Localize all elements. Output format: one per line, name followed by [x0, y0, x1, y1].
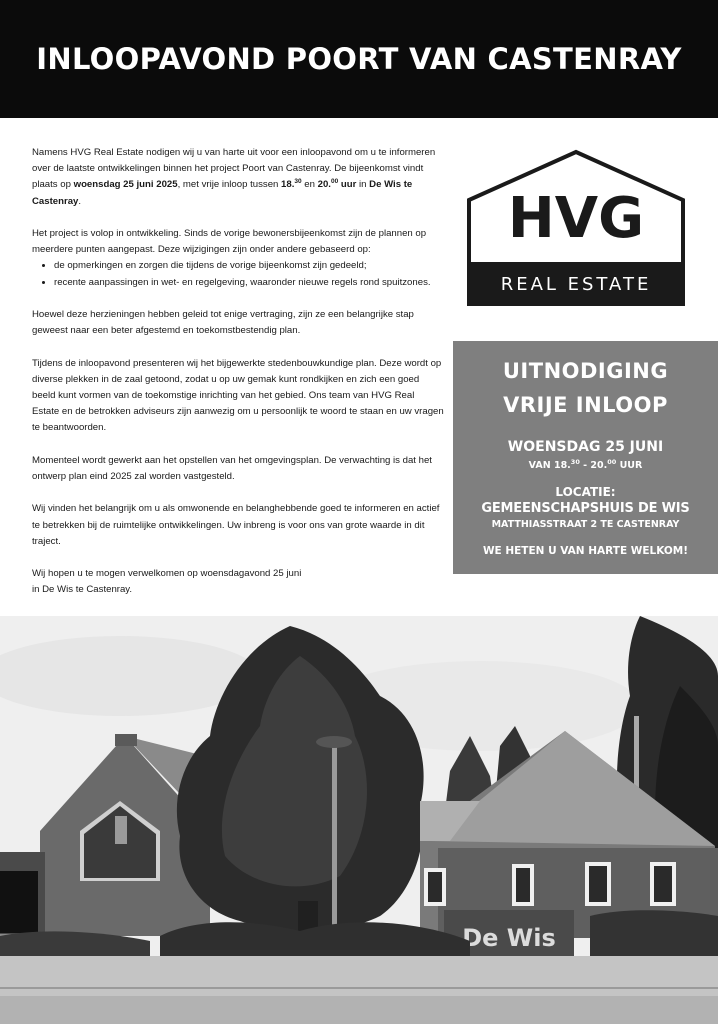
- time-end-minutes: 00: [607, 458, 617, 466]
- intro-text-and: en: [301, 179, 318, 191]
- logo-main-text: HVG: [507, 186, 645, 251]
- presentation-paragraph: Tijdens de inloopavond presenteren wij het bijgewerkte stedenbouwkundige plan. Deze wordt op diverse plekken in de zaal getoond, zodat u op uw gemak kunt rondkijken en zich een goed beeld kunt vormen van de toekomstige inrichting van het gebied. Ons team van HVG Real Estate en de betrokken adviseurs zijn aanwezig om u persoonlijk te woord te staan en uw vragen te beantwoorden.: [32, 357, 444, 434]
- environment-plan-paragraph: Momenteel wordt gewerkt aan het opstellen van het omgevingsplan. De verwachting is dat het ontwerp plan eind 2025 zal worden vastgesteld.: [32, 454, 432, 482]
- intro-text-mid: , met vrije inloop tussen: [177, 179, 282, 191]
- invitation-box: [453, 341, 718, 574]
- invitation-time: [453, 460, 718, 471]
- end-time: [318, 179, 357, 190]
- involvement-paragraph: Wij vinden het belangrijk om u als omwonende en belanghebbende goed te informeren en actief te betrekken bij de ruimtelijke ontwikkelingen. Uw inbreng is voor ons van grote waarde in dit traject.: [32, 503, 440, 547]
- start-time-minutes: 30: [294, 178, 302, 186]
- start-time: [281, 179, 302, 190]
- logo-sub-text: REAL ESTATE: [500, 274, 652, 295]
- delay-paragraph: Hoewel deze herzieningen hebben geleid tot enige vertraging, zijn ze een belangrijke stap geweest naar een beter afgestemd en toekomstbestendig plan.: [32, 309, 414, 337]
- de-wis-sign: De Wis: [462, 924, 556, 952]
- start-time-hour: 18.: [281, 179, 295, 191]
- header-banner: [0, 0, 718, 118]
- end-time-minutes: 00: [330, 178, 339, 186]
- time-unit: UUR: [616, 460, 643, 471]
- time-end-hour: - 20.: [579, 460, 608, 471]
- location-label: LOCATIE:: [555, 485, 616, 499]
- hvg-logo: [466, 148, 686, 306]
- time-start-minutes: 30: [570, 458, 580, 466]
- list-item: • recente aanpassingen in wet- en regelgeving, waaronder nieuwe regels rond spuitzones.: [54, 275, 444, 291]
- closing-line-2: in De Wis te Castenray.: [32, 584, 133, 596]
- closing-paragraph: [32, 566, 444, 598]
- welcome-text: WE HETEN U VAN HARTE WELKOM!: [482, 545, 689, 557]
- body-text: [32, 145, 444, 615]
- venue-address: MATTHIASSTRAAT 2 TE CASTENRAY: [491, 519, 680, 530]
- page-title: INLOOPAVOND POORT VAN CASTENRAY: [36, 42, 682, 76]
- time-start-hour: VAN 18.: [528, 460, 571, 471]
- intro-paragraph: [32, 145, 444, 210]
- changes-list: [32, 258, 444, 290]
- invitation-subtitle: VRIJE INLOOP: [503, 393, 668, 417]
- intro-text-end: .: [78, 195, 82, 207]
- project-paragraph: Het project is volop in ontwikkeling. Sinds de vorige bewonersbijeenkomst zijn de plannen op meerdere punten aangepast. Deze wijzigingen zijn onder andere gebaseerd op:: [32, 228, 427, 256]
- end-time-hour: 20.: [317, 179, 331, 191]
- list-item: • de opmerkingen en zorgen die tijdens de vorige bijeenkomst zijn gedeeld;: [54, 258, 444, 274]
- event-date: woensdag 25 juni 2025: [73, 179, 178, 191]
- end-time-unit: uur: [338, 179, 357, 191]
- venue-name: GEMEENSCHAPSHUIS DE WIS: [481, 501, 690, 516]
- closing-line-1: Wij hopen u te mogen verwelkomen op woensdagavond 25 juni: [32, 568, 302, 580]
- building-photo: [0, 616, 718, 1024]
- event-place: De Wis te Castenray: [32, 179, 413, 207]
- invitation-date: WOENSDAG 25 JUNI: [507, 439, 664, 455]
- intro-text: Namens HVG Real Estate nodigen wij u van harte uit voor een inloopavond om u te informeren over de laatste ontwikkelingen binnen het project Poort van Castenray. De bijeenkomst vindt plaats op: [32, 147, 436, 191]
- invitation-title: UITNODIGING: [502, 359, 669, 383]
- intro-text-in: in: [356, 179, 370, 191]
